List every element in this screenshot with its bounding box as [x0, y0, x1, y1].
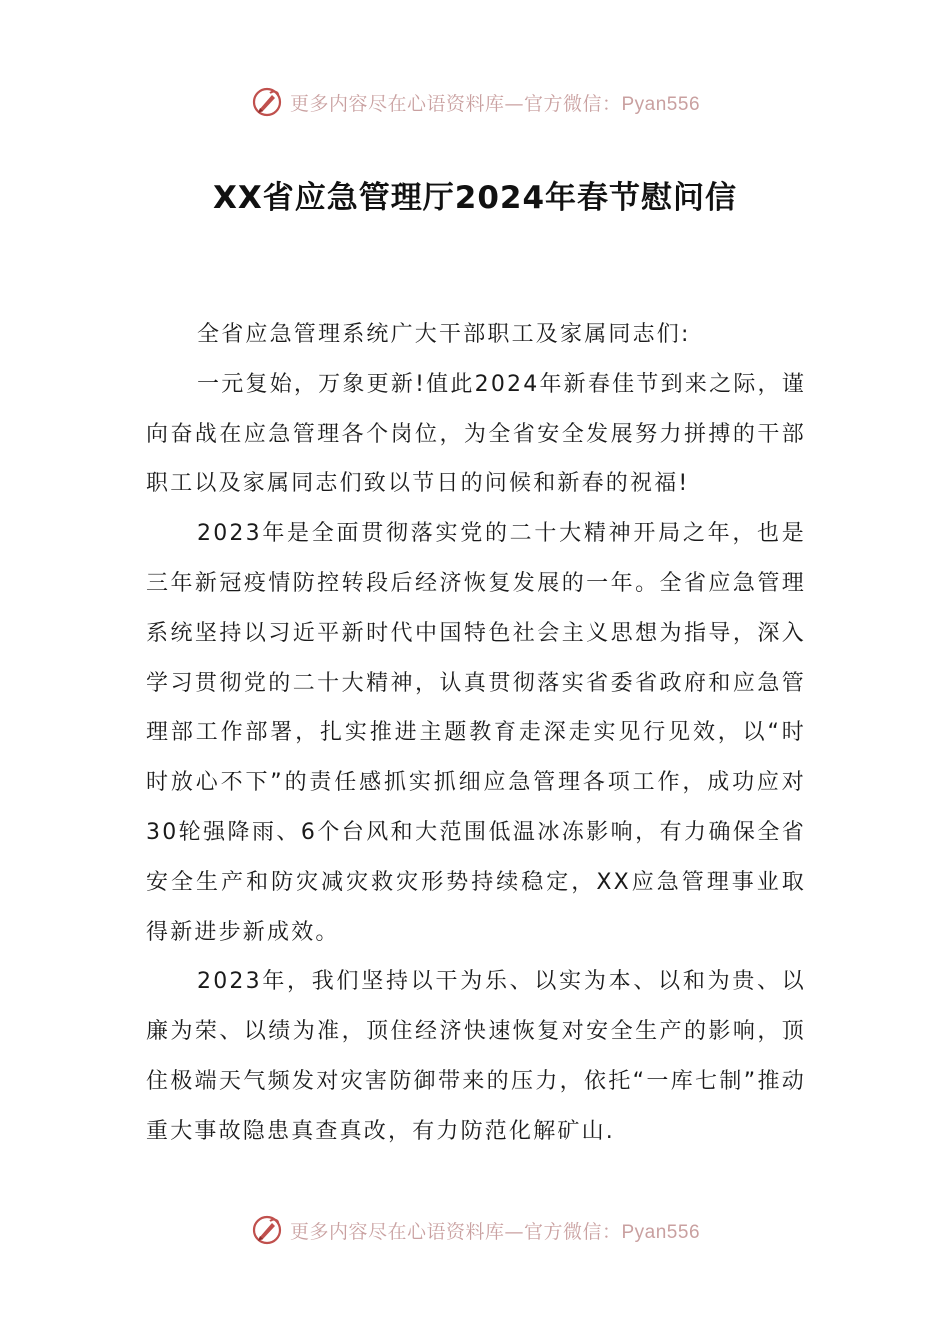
letter-body — [146, 310, 806, 1157]
salutation: 全省应急管理系统广大干部职工及家属同志们: — [197, 322, 691, 347]
watermark-text: 更多内容尽在心语资料库—官方微信：Pyan556 — [289, 92, 701, 115]
pen-logo-icon — [250, 1213, 284, 1247]
paragraph-3: 2023年，我们坚持以干为乐、以实为本、以和为贵、以廉为荣、以绩为准，顶住经济快速恢复对安全生产的影响，顶住极端天气频发对灾害防御带来的压力，依托“一库七制”推动重大事故隐患真查真改，有力防范化解矿山. — [146, 969, 806, 1144]
document-title: XX省应急管理厅2024年春节慰问信 — [212, 180, 738, 216]
paragraph-2: 2023年是全面贯彻落实党的二十大精神开局之年，也是三年新冠疫情防控转段后经济恢复发展的一年。全省应急管理系统坚持以习近平新时代中国特色社会主义思想为指导，深入学习贯彻党的二十大精神，认真贯彻落实省委省政府和应急管理部工作部署，扎实推进主题教育走深走实见行见效，以“时时放心不下”的责任感抓实抓细应急管理各项工作，成功应对30轮强降雨、6个台风和大范围低温冰冻影响，有力确保全省安全生产和防灾减灾救灾形势持续稳定，XX应急管理事业取得新进步新成效。 — [146, 521, 806, 945]
header-watermark — [0, 82, 950, 122]
paragraph-1: 一元复始，万象更新!值此2024年新春佳节到来之际，谨向奋战在应急管理各个岗位，为全省安全发展努力拼搏的干部职工以及家属同志们致以节日的问候和新春的祝福! — [146, 371, 806, 497]
watermark-text: 更多内容尽在心语资料库—官方微信：Pyan556 — [289, 1220, 701, 1243]
footer-watermark — [0, 1210, 950, 1250]
watermark-wechat-id: Pyan556 — [621, 1221, 701, 1243]
watermark-wechat-id: Pyan556 — [621, 93, 701, 115]
pen-logo-icon — [250, 85, 284, 119]
